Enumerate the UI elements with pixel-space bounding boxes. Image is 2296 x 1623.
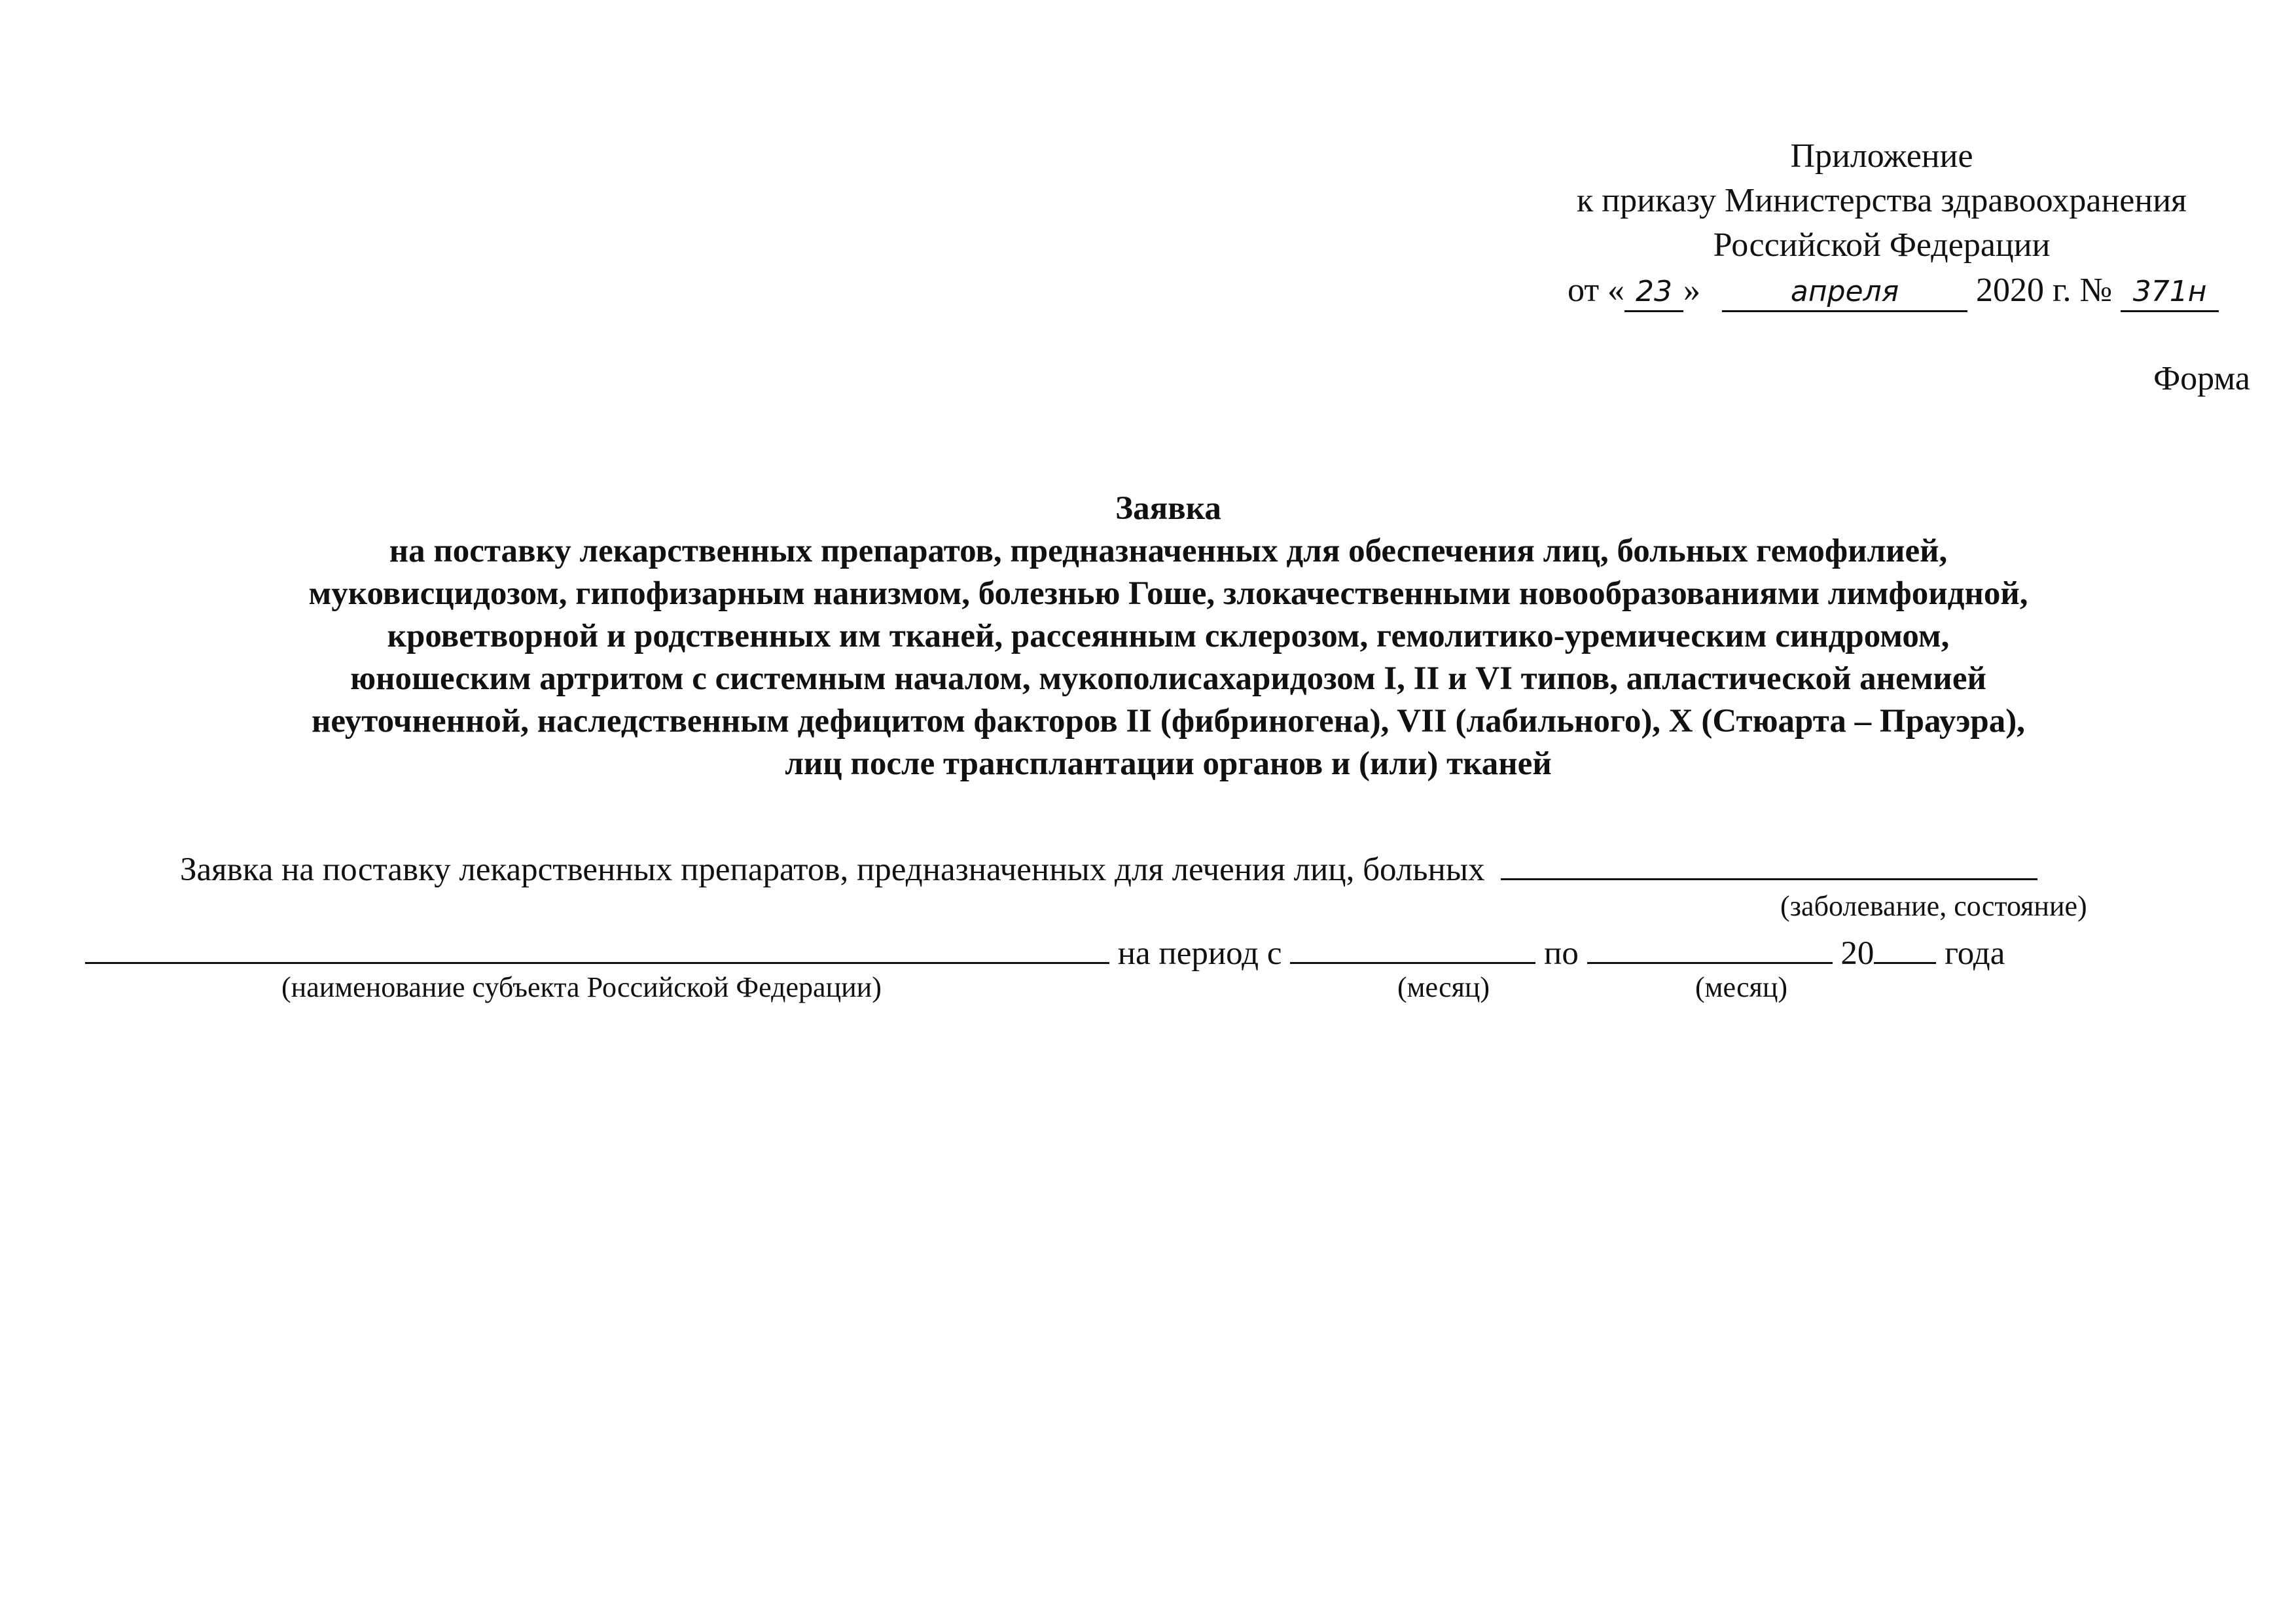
year-suffix: года xyxy=(1945,935,2005,972)
subject-blank-field[interactable] xyxy=(85,928,1109,964)
title-line: на поставку лекарственных препаратов, предназначенных для обеспечения лиц, больных гемофилией, xyxy=(389,533,1948,569)
title-heading: Заявка xyxy=(1115,490,1221,527)
title-line: неуточненной, наследственным дефицитом факторов II (фибриногена), VII (лабильного), X (Стюарта – Прауэра), xyxy=(311,703,2025,740)
month-from-caption: (месяц) xyxy=(1397,971,1490,1003)
order-date-quote-close: » xyxy=(1683,272,1701,309)
disease-caption: (заболевание, состояние) xyxy=(1780,890,2087,922)
order-date-prefix: от « xyxy=(1568,272,1625,309)
subject-caption: (наименование субъекта Российской Федерации) xyxy=(281,971,882,1003)
title-line: лиц после трансплантации органов и (или) тканей xyxy=(785,745,1552,782)
title-line: юношеским артритом с системным началом, мукополисахаридозом I, II и VI типов, апластической анемией xyxy=(350,660,1986,697)
appendix-label: Приложение xyxy=(1790,137,1973,175)
request-intro-text: Заявка на поставку лекарственных препаратов, предназначенных для лечения лиц, больных xyxy=(180,851,1485,888)
period-to-label: по xyxy=(1544,935,1579,972)
period-line xyxy=(85,928,2005,975)
order-number-handwritten: 371н xyxy=(2121,274,2219,312)
title-line: муковисцидозом, гипофизарным нанизмом, болезнью Гоше, злокачественными новообразованиями лимфоидной, xyxy=(308,575,2028,612)
appendix-header xyxy=(1505,134,2258,268)
order-year-number-label: 2020 г. № xyxy=(1976,272,2113,309)
month-to-blank-field[interactable] xyxy=(1587,928,1833,964)
order-month-handwritten: апреля xyxy=(1722,274,1967,312)
ministry-country: Российской Федерации xyxy=(1713,226,2051,264)
order-reference: к приказу Министерства здравоохранения xyxy=(1577,182,2187,219)
year-blank-field[interactable] xyxy=(1874,928,1936,964)
order-day-handwritten: 23 xyxy=(1624,274,1683,312)
form-label: Форма xyxy=(2153,360,2250,397)
month-to-caption: (месяц) xyxy=(1695,971,1788,1003)
document-title xyxy=(98,488,2238,785)
year-prefix: 20 xyxy=(1840,935,1874,972)
order-date-number-line xyxy=(1568,268,2219,313)
period-from-label: на период с xyxy=(1117,935,1282,972)
title-line: кроветворной и родственных им тканей, рассеянным склерозом, гемолитико-уремическим синдромом, xyxy=(387,618,1950,654)
disease-blank-field[interactable] xyxy=(1501,844,2037,880)
month-from-blank-field[interactable] xyxy=(1290,928,1535,964)
request-intro-line xyxy=(180,844,2037,891)
